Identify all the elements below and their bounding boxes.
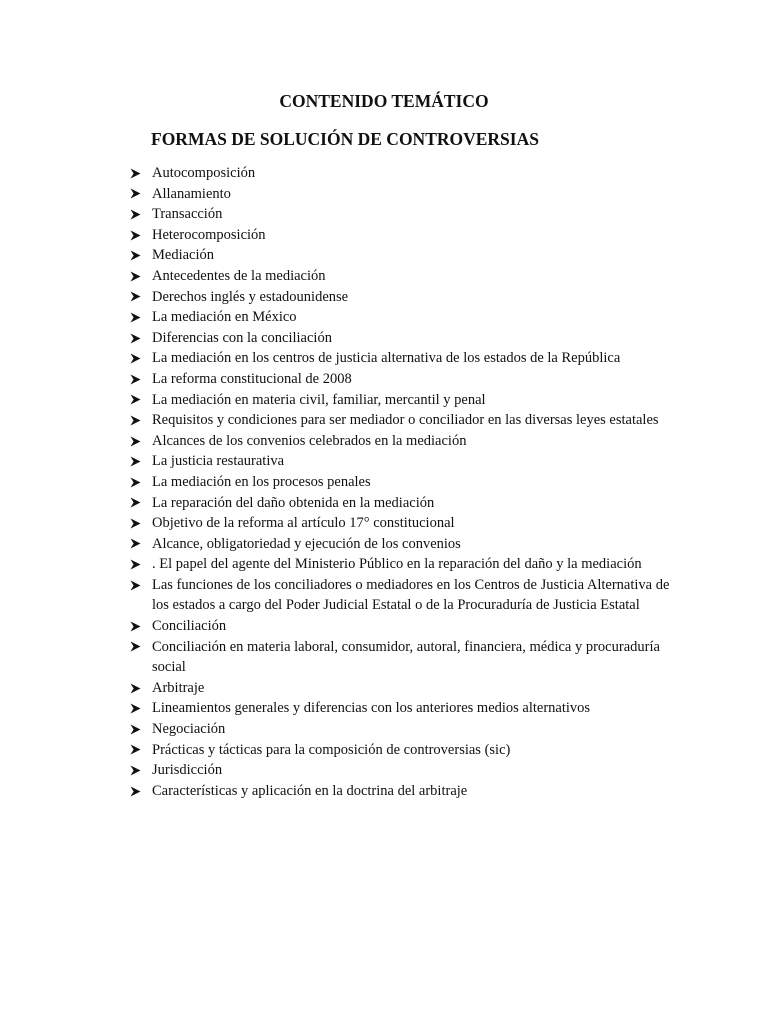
list-item-text: Diferencias con la conciliación [152, 329, 332, 346]
list-item-text: La justicia restaurativa [152, 453, 285, 470]
list-item-text: Lineamientos generales y diferencias con los anteriores medios alternativos [152, 700, 591, 717]
list-item [0, 184, 672, 205]
document-subtitle: FORMAS DE SOLUCIÓN DE CONTROVERSIAS [151, 129, 539, 149]
list-item [0, 719, 672, 740]
arrowhead-bullet-icon [130, 184, 144, 205]
list-item [0, 493, 672, 514]
list-item-text: Conciliación en materia laboral, consumidor, autoral, financiera, médica y procuraduría social [152, 638, 660, 676]
list-item-text: Negociación [152, 721, 226, 738]
list-item-text: Objetivo de la reforma al artículo 17° constitucional [152, 515, 455, 532]
list-item [0, 472, 672, 493]
arrowhead-bullet-icon [130, 719, 144, 740]
list-item-text: La mediación en los centros de justicia alternativa de los estados de la República [152, 350, 621, 367]
list-item [0, 328, 672, 349]
topic-list [0, 163, 768, 801]
arrowhead-bullet-icon [130, 451, 144, 472]
arrowhead-bullet-icon [130, 760, 144, 781]
arrowhead-bullet-icon [130, 678, 144, 699]
arrowhead-bullet-icon [130, 204, 144, 225]
arrowhead-bullet-icon [130, 554, 144, 575]
arrowhead-bullet-icon [130, 369, 144, 390]
list-item [0, 204, 672, 225]
list-item-text: La mediación en materia civil, familiar, mercantil y penal [152, 391, 486, 408]
list-item [0, 266, 672, 287]
list-item [0, 760, 672, 781]
list-item [0, 245, 672, 266]
arrowhead-bullet-icon [130, 390, 144, 411]
list-item-text: Mediación [152, 247, 215, 264]
list-item-text: La mediación en México [152, 309, 297, 326]
list-item [0, 534, 672, 555]
arrowhead-bullet-icon [130, 781, 144, 802]
list-item [0, 554, 672, 575]
list-item [0, 163, 672, 184]
list-item [0, 348, 672, 369]
arrowhead-bullet-icon [130, 163, 144, 184]
list-item [0, 410, 672, 431]
arrowhead-bullet-icon [130, 698, 144, 719]
list-item [0, 781, 672, 802]
list-item-text: La reforma constitucional de 2008 [152, 370, 352, 387]
list-item [0, 678, 672, 699]
list-item [0, 513, 672, 534]
arrowhead-bullet-icon [130, 287, 144, 308]
arrowhead-bullet-icon [130, 493, 144, 514]
list-item [0, 369, 672, 390]
arrowhead-bullet-icon [130, 740, 144, 761]
list-item [0, 307, 672, 328]
list-item [0, 451, 672, 472]
document-title: CONTENIDO TEMÁTICO [279, 91, 489, 111]
arrowhead-bullet-icon [130, 472, 144, 493]
list-item-text: Jurisdicción [152, 762, 223, 779]
list-item-text: Transacción [152, 206, 223, 223]
arrowhead-bullet-icon [130, 225, 144, 246]
list-item-text: Autocomposición [152, 165, 256, 181]
list-item-text: Derechos inglés y estadounidense [152, 288, 349, 305]
arrowhead-bullet-icon [130, 245, 144, 266]
list-item-text: Prácticas y tácticas para la composición de controversias (sic) [152, 741, 511, 758]
arrowhead-bullet-icon [130, 410, 144, 431]
list-item [0, 740, 672, 761]
list-item-text: Arbitraje [152, 679, 205, 696]
arrowhead-bullet-icon [130, 348, 144, 369]
list-item [0, 637, 672, 678]
arrowhead-bullet-icon [130, 637, 144, 658]
list-item [0, 431, 672, 452]
list-item-text: Características y aplicación en la doctrina del arbitraje [152, 782, 468, 799]
list-item [0, 616, 672, 637]
arrowhead-bullet-icon [130, 616, 144, 637]
arrowhead-bullet-icon [130, 513, 144, 534]
list-item-text: Heterocomposición [152, 226, 266, 243]
list-item-text: Las funciones de los conciliadores o mediadores en los Centros de Justicia Alternativa de los estados a cargo del Poder Judicial Estatal o de la Procuraduría de Justicia Estatal [152, 576, 670, 614]
arrowhead-bullet-icon [130, 266, 144, 287]
list-item-text: Alcances de los convenios celebrados en la mediación [152, 432, 467, 449]
list-item [0, 287, 672, 308]
list-item [0, 575, 672, 616]
list-item-text: La reparación del daño obtenida en la mediación [152, 494, 435, 511]
arrowhead-bullet-icon [130, 534, 144, 555]
list-item-text: Conciliación [152, 618, 227, 635]
list-item-text: Alcance, obligatoriedad y ejecución de los convenios [152, 535, 461, 552]
arrowhead-bullet-icon [130, 328, 144, 349]
arrowhead-bullet-icon [130, 307, 144, 328]
arrowhead-bullet-icon [130, 431, 144, 452]
list-item [0, 390, 672, 411]
list-item [0, 225, 672, 246]
list-item [0, 698, 672, 719]
list-item-text: . El papel del agente del Ministerio Público en la reparación del daño y la mediación [152, 556, 642, 573]
list-item-text: La mediación en los procesos penales [152, 473, 371, 490]
list-item-text: Allanamiento [152, 185, 231, 202]
list-item-text: Requisitos y condiciones para ser mediador o conciliador en las diversas leyes estatales [152, 412, 659, 429]
arrowhead-bullet-icon [130, 575, 144, 596]
list-item-text: Antecedentes de la mediación [152, 267, 326, 284]
